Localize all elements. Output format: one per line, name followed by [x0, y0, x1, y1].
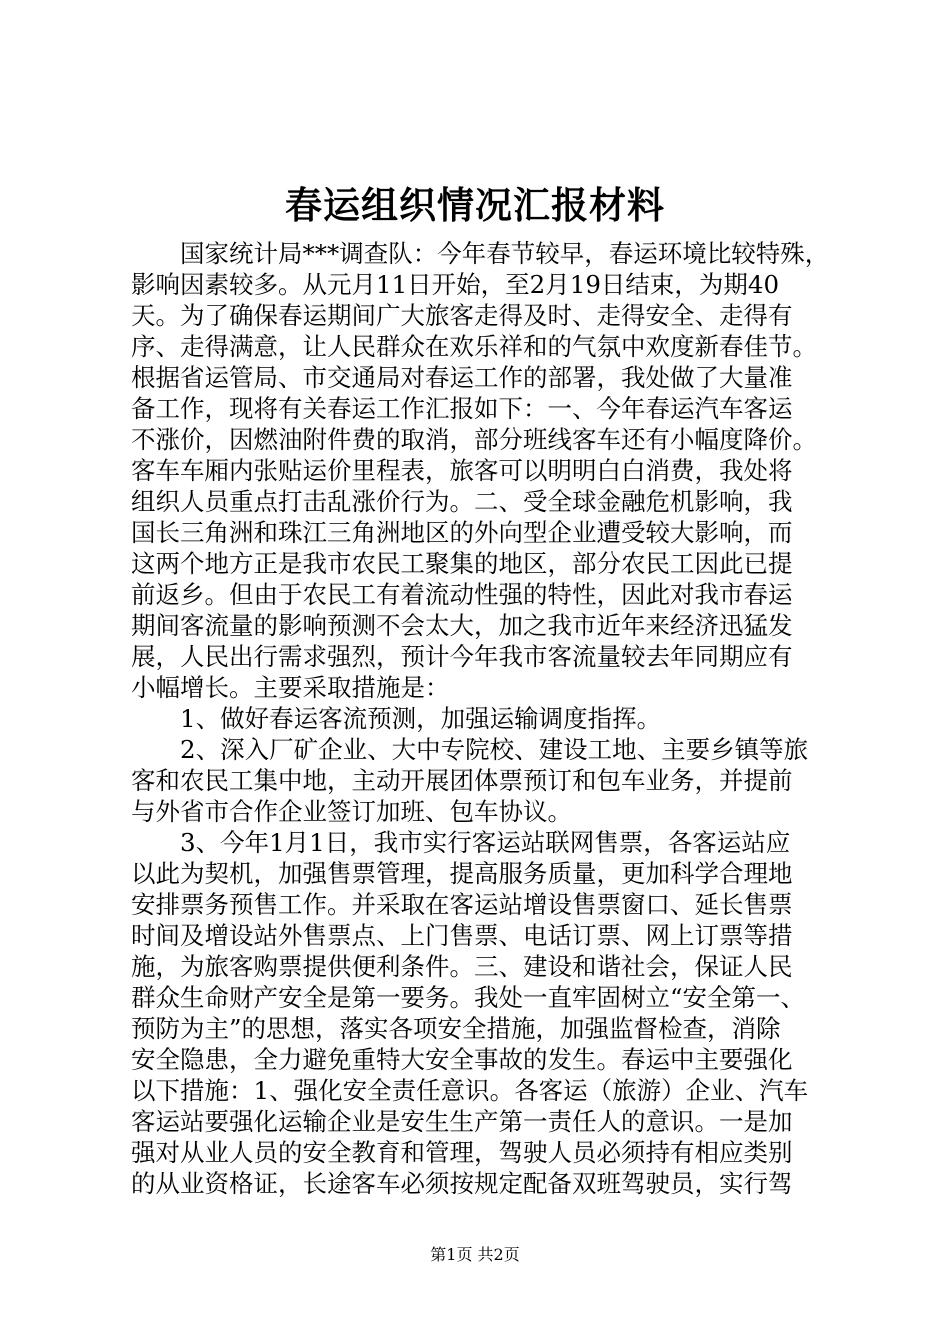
text-line: 前返乡。但由于农民工有着流动性强的特性，因此对我市春运 [131, 580, 793, 609]
text-line: 影响因素较多。从元月11日开始，至2月19日结束，为期40 [131, 270, 780, 299]
text-line: 国家统计局***调查队：今年春节较早，春运环境比较特殊， [131, 239, 830, 268]
text-line: 组织人员重点打击乱涨价行为。二、受全球金融危机影响，我 [131, 487, 793, 516]
text-line: 客运站要强化运输企业是安生生产第一责任人的意识。一是加 [131, 1107, 793, 1136]
text-line: 2、深入厂矿企业、大中专院校、建设工地、主要乡镇等旅 [131, 735, 809, 764]
text-line: 强对从业人员的安全教育和管理，驾驶人员必须持有相应类别 [131, 1138, 793, 1167]
text-line: 根据省运管局、市交通局对春运工作的部署，我处做了大量准 [131, 363, 793, 392]
text-line: 安全隐患，全力避免重特大安全事故的发生。春运中主要强化 [131, 1045, 793, 1074]
text-line: 预防为主”的思想，落实各项安全措施，加强监督检查，消除 [131, 1014, 781, 1043]
text-line: 与外省市合作企业签订加班、包车协议。 [131, 797, 572, 826]
text-line: 以此为契机，加强售票管理，提高服务质量，更加科学合理地 [131, 859, 793, 888]
text-line: 国长三角洲和珠江三角洲地区的外向型企业遭受较大影响，而 [131, 518, 793, 547]
text-line: 安排票务预售工作。并采取在客运站增设售票窗口、延长售票 [131, 890, 793, 919]
text-line: 1、做好春运客流预测，加强运输调度指挥。 [131, 704, 662, 733]
text-line: 序、走得满意，让人民群众在欢乐祥和的气氛中欢度新春佳节。 [131, 332, 817, 361]
text-line: 备工作，现将有关春运工作汇报如下：一、今年春运汽车客运 [131, 394, 793, 423]
text-line: 展，人民出行需求强烈，预计今年我市客流量较去年同期应有 [131, 642, 793, 671]
text-line: 客和农民工集中地，主动开展团体票预订和包车业务，并提前 [131, 766, 793, 795]
text-line: 小幅增长。主要采取措施是： [131, 673, 450, 702]
document-title: 春运组织情况汇报材料 [285, 183, 665, 227]
text-line: 这两个地方正是我市农民工聚集的地区，部分农民工因此已提 [131, 549, 793, 578]
text-line: 施，为旅客购票提供便利条件。三、建设和谐社会，保证人民 [131, 952, 793, 981]
text-line: 群众生命财产安全是第一要务。我处一直牢固树立“安全第一、 [131, 983, 806, 1012]
text-line: 时间及增设站外售票点、上门售票、电话订票、网上订票等措 [131, 921, 793, 950]
document-body [131, 238, 831, 1199]
text-line: 天。为了确保春运期间广大旅客走得及时、走得安全、走得有 [131, 301, 793, 330]
text-line: 3、今年1月1日，我市实行客运站联网售票，各客运站应 [131, 828, 791, 857]
text-line: 不涨价，因燃油附件费的取消，部分班线客车还有小幅度降价。 [131, 425, 817, 454]
page-footer: 第1页 共2页 [430, 1245, 520, 1264]
text-line: 期间客流量的影响预测不会太大，加之我市近年来经济迅猛发 [131, 611, 793, 640]
text-line: 的从业资格证，长途客车必须按规定配备双班驾驶员，实行驾 [131, 1169, 793, 1198]
text-line: 客车车厢内张贴运价里程表，旅客可以明明白白消费，我处将 [131, 456, 793, 485]
text-line: 以下措施：1、强化安全责任意识。各客运（旅游）企业、汽车 [131, 1076, 809, 1105]
